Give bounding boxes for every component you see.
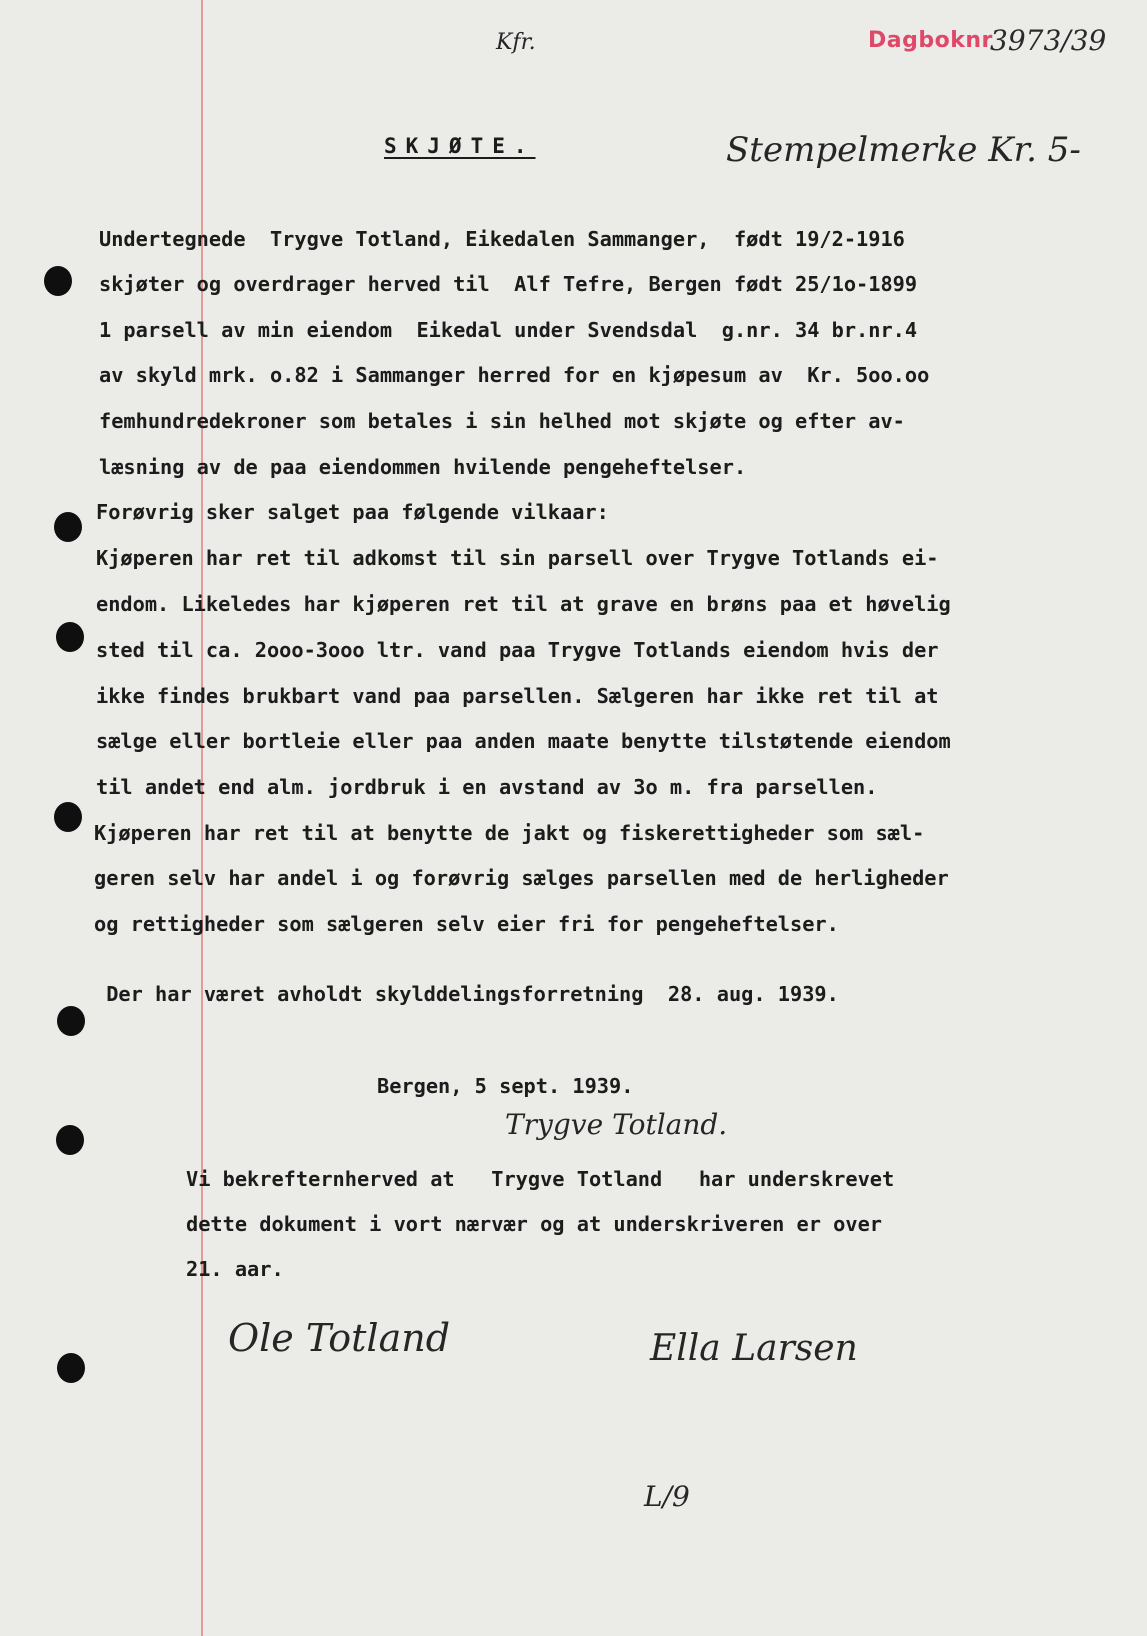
punch-hole bbox=[54, 802, 82, 832]
handwritten-initials: Kfr. bbox=[496, 30, 536, 55]
body-line: skjøter og overdrager herved til Alf Tefre, Bergen født 25/1o-1899 bbox=[99, 272, 918, 296]
handwritten-bottom-mark: L/9 bbox=[644, 1480, 690, 1513]
body-line: femhundredekroner som betales i sin helhed mot skjøte og efter av- bbox=[99, 409, 905, 433]
place-date: Bergen, 5 sept. 1939. bbox=[377, 1074, 634, 1098]
punch-hole bbox=[54, 512, 82, 542]
punch-hole bbox=[56, 1125, 84, 1155]
punch-hole bbox=[44, 266, 72, 296]
body-line: endom. Likeledes har kjøperen ret til at grave en brøns paa et høvelig bbox=[96, 592, 951, 616]
body-line: ikke findes brukbart vand paa parsellen. Sælgeren har ikke ret til at bbox=[96, 684, 939, 708]
witness-signature: Ella Larsen bbox=[650, 1328, 858, 1369]
confirmation-line: dette dokument i vort nærvær og at underskriveren er over bbox=[186, 1212, 882, 1236]
confirmation-line: Vi bekrefternherved at Trygve Totland har underskrevet bbox=[186, 1167, 895, 1191]
punch-hole bbox=[57, 1006, 85, 1036]
dagboknr-stamp: Dagboknr bbox=[868, 28, 993, 53]
document-title: SKJØTE. bbox=[384, 134, 536, 158]
body-line: læsning av de paa eiendommen hvilende pengeheftelser. bbox=[99, 455, 747, 479]
witness-signature: Ole Totland bbox=[228, 1316, 451, 1360]
body-line: og rettigheder som sælgeren selv eier fri for pengeheftelser. bbox=[94, 912, 839, 936]
dagboknr-number: 3973/39 bbox=[990, 24, 1107, 57]
body-line: av skyld mrk. o.82 i Sammanger herred for en kjøpesum av Kr. 5oo.oo bbox=[99, 363, 930, 387]
punch-hole bbox=[57, 1353, 85, 1383]
body-line: sted til ca. 2ooo-3ooo ltr. vand paa Trygve Totlands eiendom hvis der bbox=[96, 638, 939, 662]
handwritten-stamp-fee: Stempelmerke Kr. 5- bbox=[726, 130, 1081, 170]
body-line: Kjøperen har ret til at benytte de jakt og fiskerettigheder som sæl- bbox=[94, 821, 925, 845]
body-line: 1 parsell av min eiendom Eikedal under Svendsdal g.nr. 34 br.nr.4 bbox=[99, 318, 918, 342]
body-line: sælge eller bortleie eller paa anden maate benytte tilstøtende eiendom bbox=[96, 729, 951, 753]
body-line: til andet end alm. jordbruk i en avstand av 3o m. fra parsellen. bbox=[96, 775, 878, 799]
confirmation-line: 21. aar. bbox=[186, 1257, 284, 1281]
skylddeling-line: Der har været avholdt skylddelingsforretning 28. aug. 1939. bbox=[94, 982, 839, 1006]
body-line: Kjøperen har ret til adkomst til sin parsell over Trygve Totlands ei- bbox=[96, 546, 939, 570]
body-line: geren selv har andel i og forøvrig sælges parsellen med de herligheder bbox=[94, 866, 949, 890]
body-line: Forøvrig sker salget paa følgende vilkaar: bbox=[96, 500, 609, 524]
punch-hole bbox=[56, 622, 84, 652]
body-line: Undertegnede Trygve Totland, Eikedalen Sammanger, født 19/2-1916 bbox=[99, 227, 905, 251]
seller-signature: Trygve Totland. bbox=[505, 1108, 728, 1141]
